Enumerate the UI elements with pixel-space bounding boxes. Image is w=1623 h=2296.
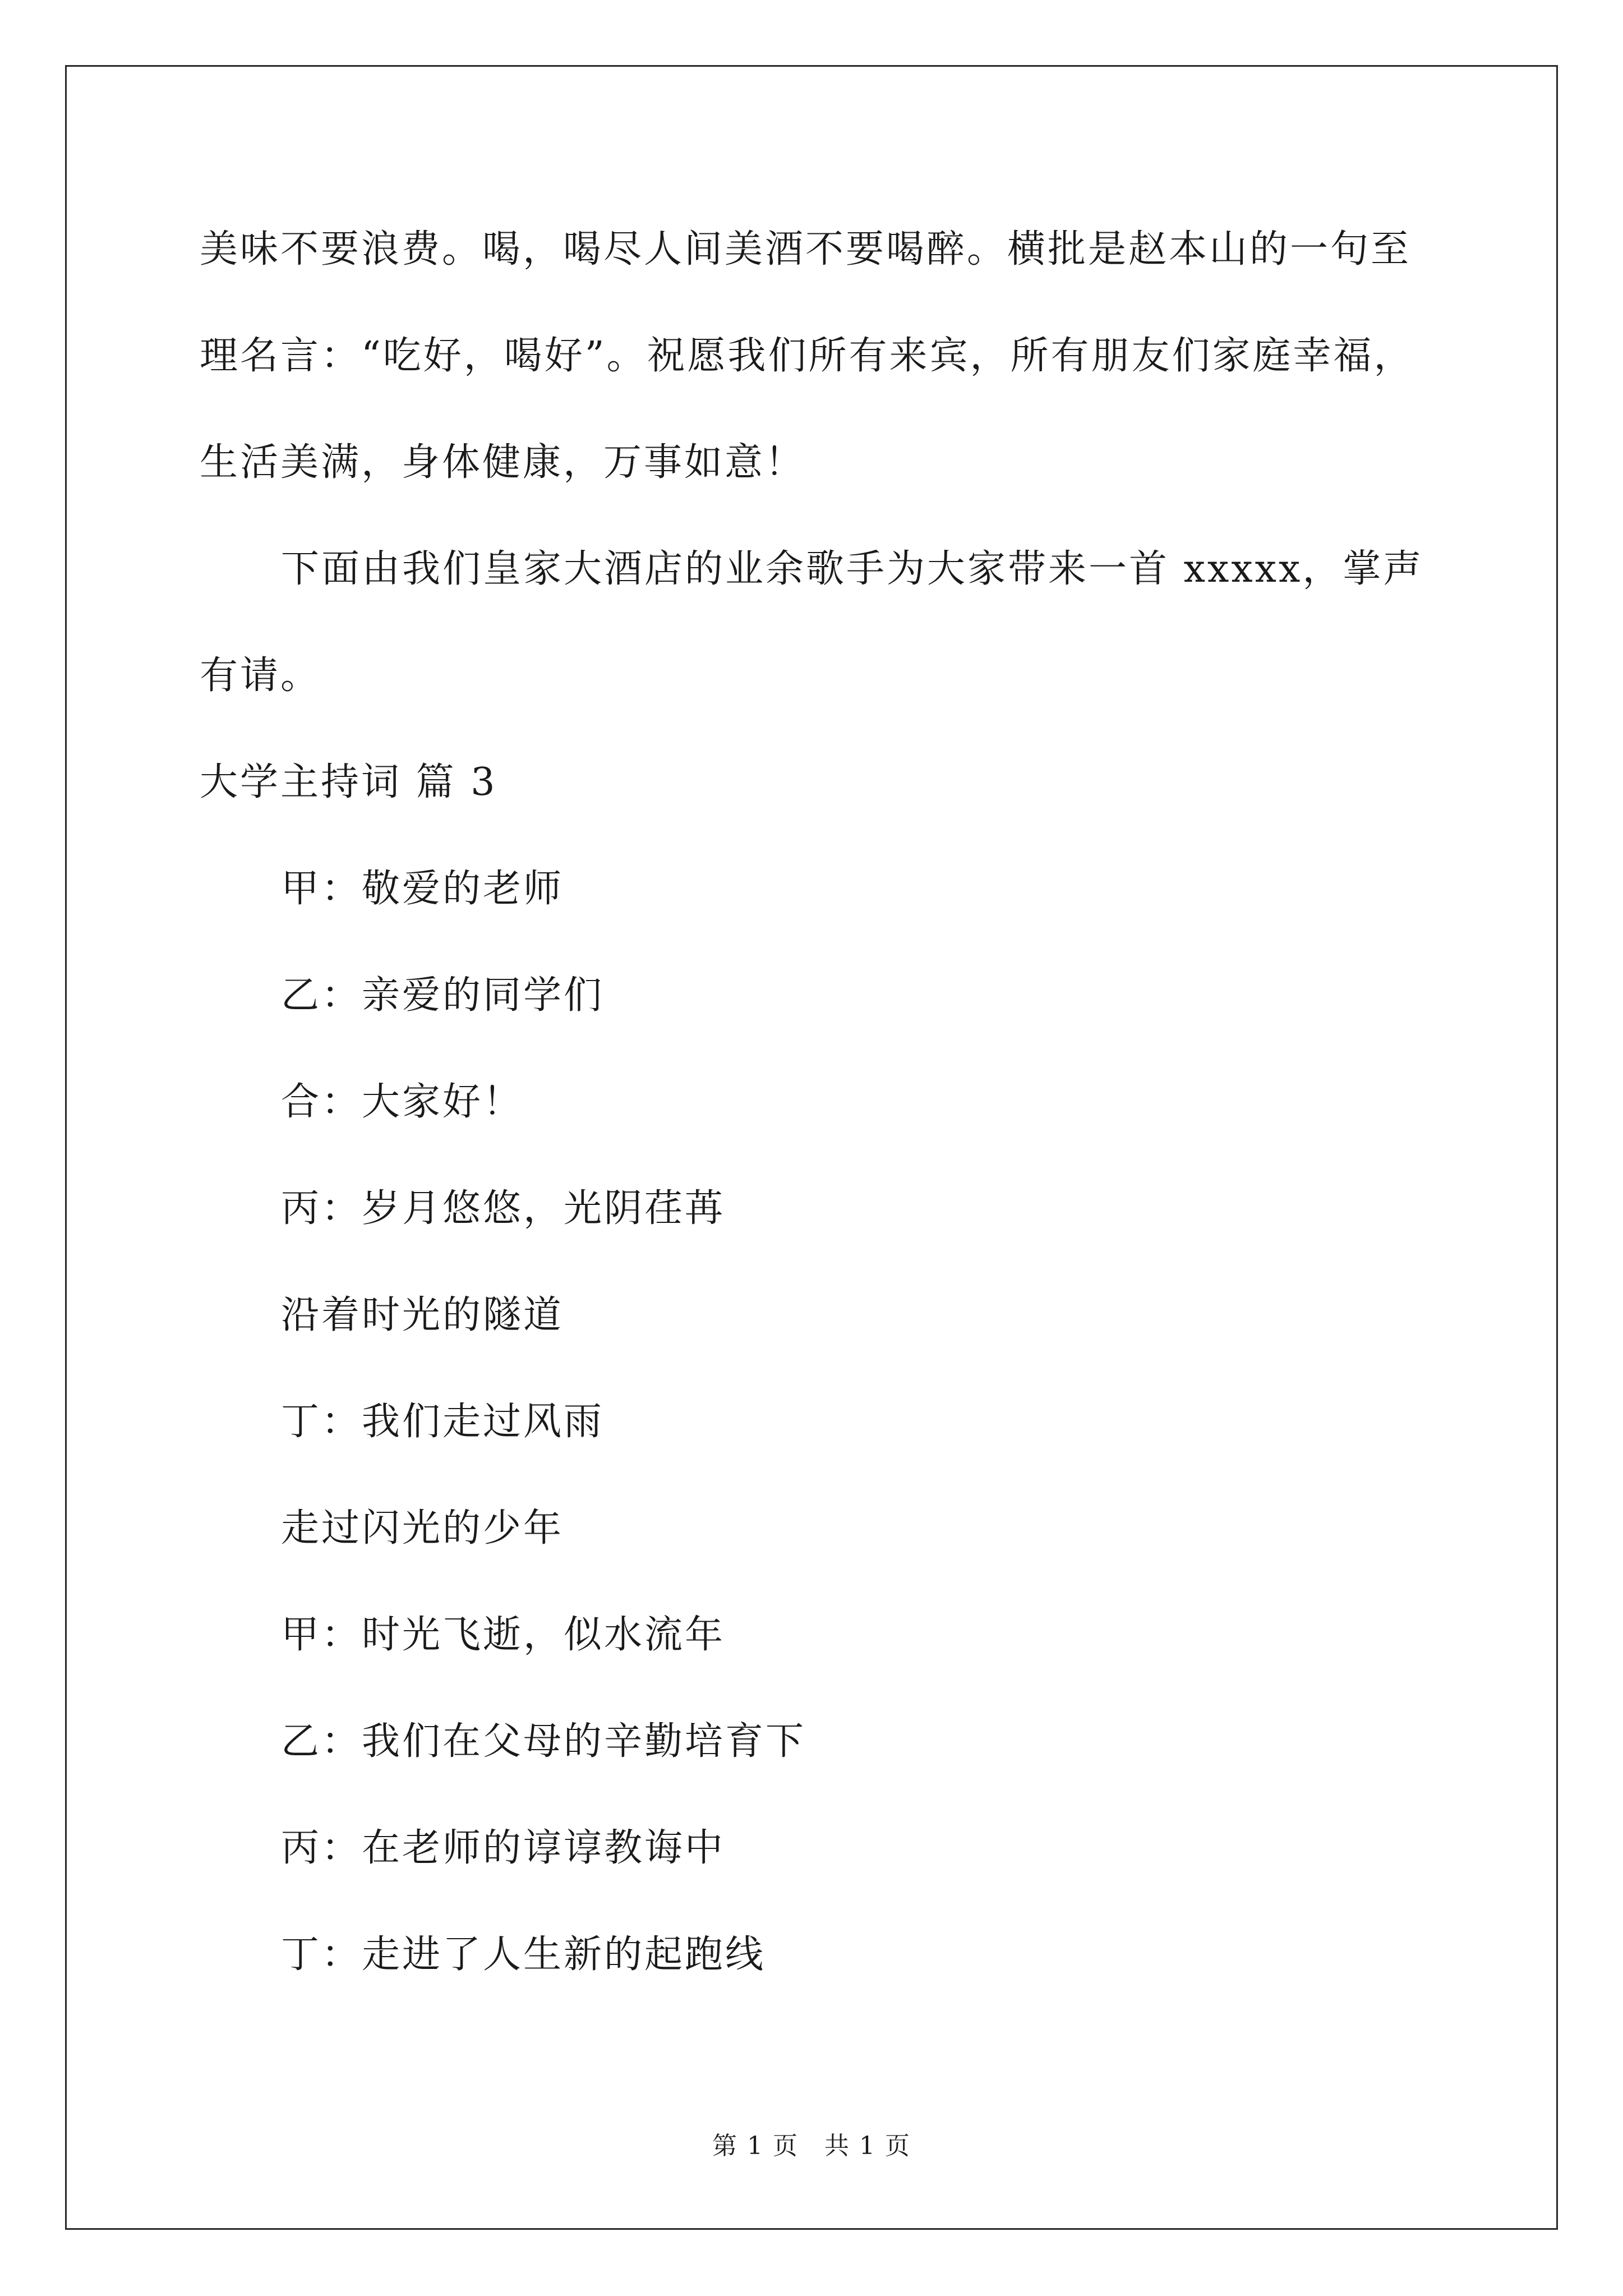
page-number-footer: 第 1 页 共 1 页 xyxy=(712,2132,911,2160)
script-line: 丁：我们走过风雨 xyxy=(281,1400,605,1444)
paragraph-line: 有请。 xyxy=(200,654,321,698)
paragraph-line: 下面由我们皇家大酒店的业余歌手为大家带来一首 xxxxx，掌声 xyxy=(281,547,1424,591)
script-line: 沿着时光的隧道 xyxy=(281,1293,564,1337)
paragraph-line: 美味不要浪费。喝，喝尽人间美酒不要喝醉。横批是赵本山的一句至 xyxy=(200,227,1412,272)
paragraph-line: 理名言：“吃好，喝好”。祝愿我们所有来宾，所有朋友们家庭幸福， xyxy=(200,334,1414,378)
page-border xyxy=(65,65,1558,2230)
script-line: 丙：岁月悠悠，光阴荏苒 xyxy=(281,1186,726,1231)
script-line: 甲：时光飞逝，似水流年 xyxy=(281,1613,726,1657)
script-line: 丁：走进了人生新的起跑线 xyxy=(281,1932,766,1977)
script-line: 丙：在老师的谆谆教诲中 xyxy=(281,1826,726,1870)
script-line: 甲：敬爱的老师 xyxy=(281,867,564,911)
script-line: 走过闪光的少年 xyxy=(281,1506,564,1550)
script-line: 乙：亲爱的同学们 xyxy=(281,973,605,1018)
script-line: 乙：我们在父母的辛勤培育下 xyxy=(281,1719,806,1764)
paragraph-line: 生活美满，身体健康，万事如意！ xyxy=(200,440,806,485)
section-title: 大学主持词 篇 3 xyxy=(200,760,497,804)
script-line: 合：大家好！ xyxy=(281,1080,524,1124)
